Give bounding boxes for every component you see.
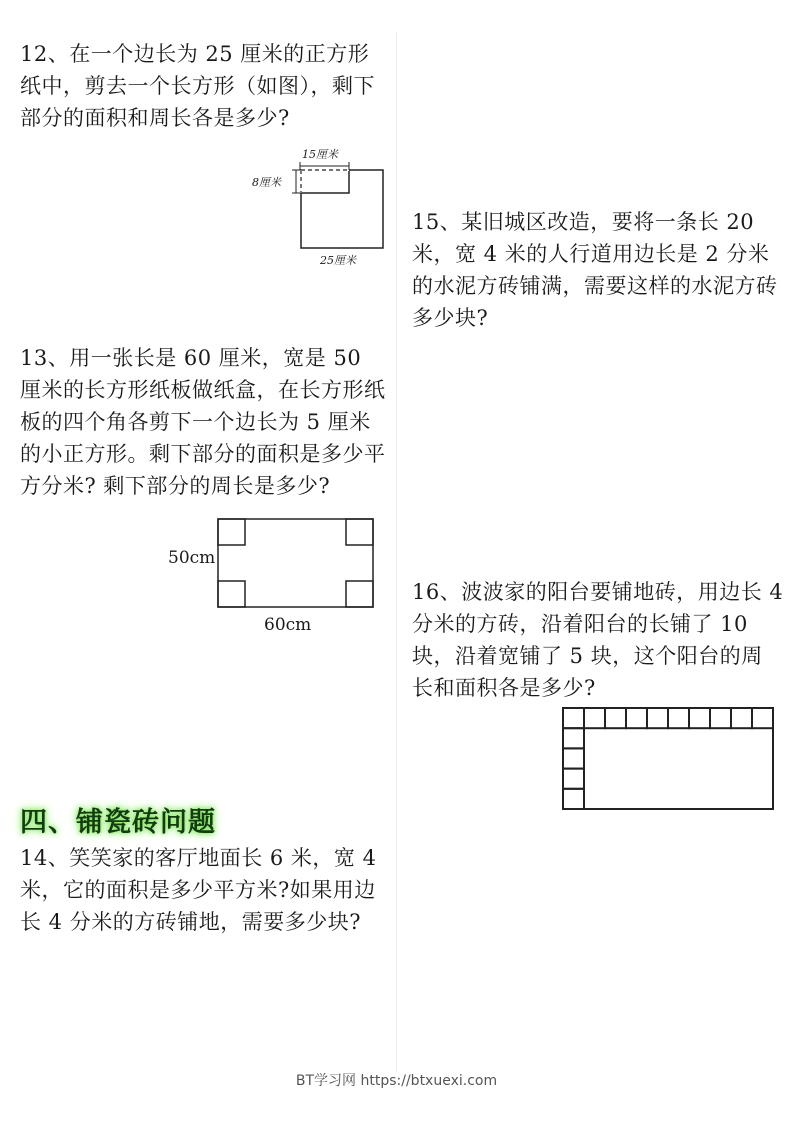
problem-16-text: 16、波波家的阳台要铺地砖，用边长 4 分米的方砖，沿着阳台的长铺了 10 块，沿着宽铺了 5 块，这个阳台的周长和面积各是多少? <box>412 580 784 700</box>
problem-13-figure <box>150 505 390 645</box>
tile <box>605 708 626 728</box>
tile <box>668 708 689 728</box>
tile <box>647 708 668 728</box>
footer-watermark: BT学习网 https://btxuexi.com <box>295 1073 498 1089</box>
figure-12-bottom-label: 25厘米 <box>320 254 356 267</box>
problem-12-figure <box>250 140 400 270</box>
tile <box>584 708 605 728</box>
tile <box>563 728 584 748</box>
section-title: 四、铺瓷砖问题 <box>20 807 216 838</box>
tile <box>752 708 773 728</box>
tile <box>563 789 584 809</box>
tile <box>563 748 584 768</box>
tile <box>710 708 731 728</box>
figure-12-side-label: 8厘米 <box>252 176 281 189</box>
figure-12-top-label: 15厘米 <box>302 148 338 161</box>
tile <box>626 708 647 728</box>
tile <box>563 708 584 728</box>
problem-12-text: 12、在一个边长为 25 厘米的正方形纸中，剪去一个长方形（如图），剩下部分的面积和周长各是多少? <box>20 42 375 130</box>
problem-16-figure <box>555 700 785 815</box>
tile <box>563 769 584 789</box>
figure-13-bottom-label: 60cm <box>264 615 312 635</box>
problem-13-text: 13、用一张长是 60 厘米，宽是 50 厘米的长方形纸板做纸盒，在长方形纸板的四个角各剪下一个边长为 5 厘米的小正方形。剩下部分的面积是多少平方分米? 剩下部分的周长是多少? <box>20 346 386 498</box>
tile <box>731 708 752 728</box>
problem-15-text: 15、某旧城区改造，要将一条长 20 米，宽 4 米的人行道用边长是 2 分米的水泥方砖铺满，需要这样的水泥方砖多少块? <box>412 210 778 330</box>
figure-13-side-label: 50cm <box>168 548 216 568</box>
tile <box>689 708 710 728</box>
problem-14-text: 14、笑笑家的客厅地面长 6 米，宽 4 米，它的面积是多少平方米?如果用边长 4 分米的方砖铺地，需要多少块? <box>20 846 377 934</box>
